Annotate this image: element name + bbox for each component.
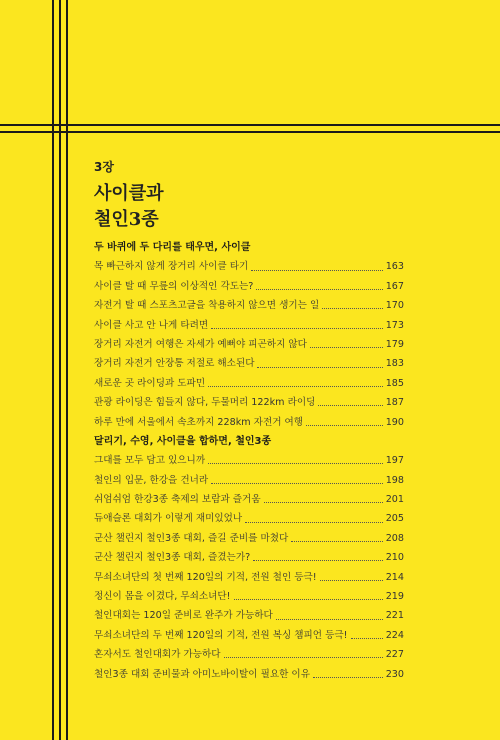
toc-entry-title: 철인의 입문, 한강을 건너라: [94, 474, 209, 486]
toc-entry-title: 군산 챌린지 철인3종 대회, 즐길 준비를 마쳤다: [94, 532, 289, 544]
toc-entry-page: 227: [385, 649, 404, 661]
toc-entry-page: 201: [385, 494, 404, 506]
toc-entry-title: 장거리 자전거 안장통 저절로 해소된다: [94, 358, 255, 370]
chapter-title-line-1: 사이클과: [94, 183, 164, 204]
toc-entry-page: 198: [385, 474, 404, 486]
toc-entry-page: 173: [385, 319, 404, 331]
toc-entry[interactable]: [94, 606, 404, 625]
leader-dots: [253, 560, 382, 561]
toc-entry-page: 221: [385, 610, 404, 622]
toc-entry[interactable]: [94, 568, 404, 587]
toc-entry[interactable]: [94, 665, 404, 684]
toc-entry-page: 230: [385, 668, 404, 680]
toc-entry[interactable]: [94, 413, 404, 432]
toc-entry[interactable]: [94, 296, 404, 315]
toc-entry-page: 179: [385, 338, 404, 350]
section-heading: 두 바퀴에 두 다리를 태우면, 사이클: [94, 242, 251, 253]
leader-dots: [208, 463, 383, 464]
toc-entry[interactable]: [94, 257, 404, 276]
toc-entry[interactable]: [94, 490, 404, 509]
toc-entry[interactable]: [94, 316, 404, 335]
toc-entry[interactable]: [94, 354, 404, 373]
toc-entry-title: 철인3종 대회 준비물과 아미노바이탈이 필요한 이유: [94, 668, 310, 680]
leader-dots: [264, 502, 383, 503]
toc-entry-title: 하루 만에 서울에서 속초까지 228km 자전거 여행: [94, 416, 304, 428]
toc-entry[interactable]: [94, 471, 404, 490]
toc-entry-title: 무쇠소녀단의 첫 번째 120일의 기적, 전원 철인 등극!: [94, 571, 317, 583]
frame-vertical-line-2: [59, 0, 61, 740]
frame-vertical-line-3: [66, 0, 68, 740]
frame-horizontal-line-1: [0, 124, 500, 126]
toc-entry-title: 혼자서도 철인대회가 가능하다: [94, 649, 221, 661]
leader-dots: [291, 541, 382, 542]
toc-entry-title: 관광 라이딩은 힘들지 않다, 두물머리 122km 라이딩: [94, 397, 316, 409]
toc-entry[interactable]: [94, 529, 404, 548]
toc-entry-title: 자전거 탈 때 스포츠고글을 착용하지 않으면 생기는 일: [94, 300, 320, 312]
section-heading: 달리기, 수영, 사이클을 합하면, 철인3종: [94, 435, 272, 447]
leader-dots: [224, 657, 383, 658]
leader-dots: [208, 386, 383, 387]
toc-entry-page: 208: [385, 532, 404, 544]
toc-entry[interactable]: [94, 509, 404, 528]
toc-entry-title: 무쇠소녀단의 두 번째 120일의 기적, 전원 복싱 챔피언 등극!: [94, 629, 348, 641]
toc-entry-title: 듀애슬론 대회가 이렇게 재미있었나: [94, 513, 243, 525]
toc-entry-page: 210: [385, 552, 404, 564]
leader-dots: [211, 483, 383, 484]
leader-dots: [234, 599, 383, 600]
toc-entry-title: 목 빠근하지 않게 장거리 사이클 타기: [94, 261, 249, 273]
frame-horizontal-line-2: [0, 131, 500, 133]
table-of-contents: [94, 238, 404, 684]
toc-entry-title: 군산 챌린지 철인3종 대회, 즐겼는가?: [94, 552, 251, 564]
toc-entry-title: 쉬엄쉬엄 한강3종 축제의 보람과 즐거움: [94, 494, 261, 506]
toc-entry-page: 185: [385, 377, 404, 389]
toc-entry-title: 사이클 탈 때 무릎의 이상적인 각도는?: [94, 280, 254, 292]
leader-dots: [306, 425, 383, 426]
toc-entry-page: 219: [385, 591, 404, 603]
toc-entry[interactable]: [94, 374, 404, 393]
frame-vertical-line-1: [52, 0, 54, 740]
toc-entry-page: 190: [385, 416, 404, 428]
toc-entry-page: 187: [385, 397, 404, 409]
toc-entry[interactable]: [94, 393, 404, 412]
toc-entry-page: 163: [385, 261, 404, 273]
toc-entry[interactable]: [94, 626, 404, 645]
leader-dots: [320, 580, 383, 581]
toc-entry-title: 그대를 모두 담고 있으니까: [94, 455, 206, 467]
toc-entry-page: 205: [385, 513, 404, 525]
toc-entry-page: 197: [385, 455, 404, 467]
leader-dots: [310, 347, 383, 348]
leader-dots: [257, 367, 382, 368]
toc-entry[interactable]: [94, 548, 404, 567]
toc-entry-title: 철인대회는 120일 준비로 완주가 가능하다: [94, 610, 273, 622]
toc-entry[interactable]: [94, 587, 404, 606]
toc-entry-title: 장거리 자전거 여행은 자세가 예뻐야 피곤하지 않다: [94, 338, 307, 350]
toc-entry-title: 사이클 사고 안 나게 타려면: [94, 319, 209, 331]
toc-entry-page: 170: [385, 300, 404, 312]
toc-entry-title: 새로운 곳 라이딩과 도파민: [94, 377, 206, 389]
toc-entry[interactable]: [94, 277, 404, 296]
leader-dots: [351, 638, 383, 639]
leader-dots: [322, 308, 382, 309]
leader-dots: [251, 270, 382, 271]
leader-dots: [256, 289, 382, 290]
toc-entry-page: 214: [385, 571, 404, 583]
leader-dots: [245, 522, 383, 523]
toc-entry-title: 정신이 몸을 이겼다, 무쇠소녀단!: [94, 591, 231, 603]
leader-dots: [318, 405, 382, 406]
leader-dots: [211, 328, 383, 329]
toc-entry[interactable]: [94, 451, 404, 470]
toc-entry-page: 183: [385, 358, 404, 370]
toc-entry-page: 224: [385, 629, 404, 641]
chapter-title: [94, 181, 164, 233]
chapter-title-line-2: 철인3종: [94, 209, 159, 230]
toc-entry[interactable]: [94, 335, 404, 354]
leader-dots: [313, 677, 383, 678]
toc-entry-page: 167: [385, 280, 404, 292]
chapter-label: 3장: [94, 160, 114, 174]
toc-entry[interactable]: [94, 645, 404, 664]
leader-dots: [276, 619, 383, 620]
